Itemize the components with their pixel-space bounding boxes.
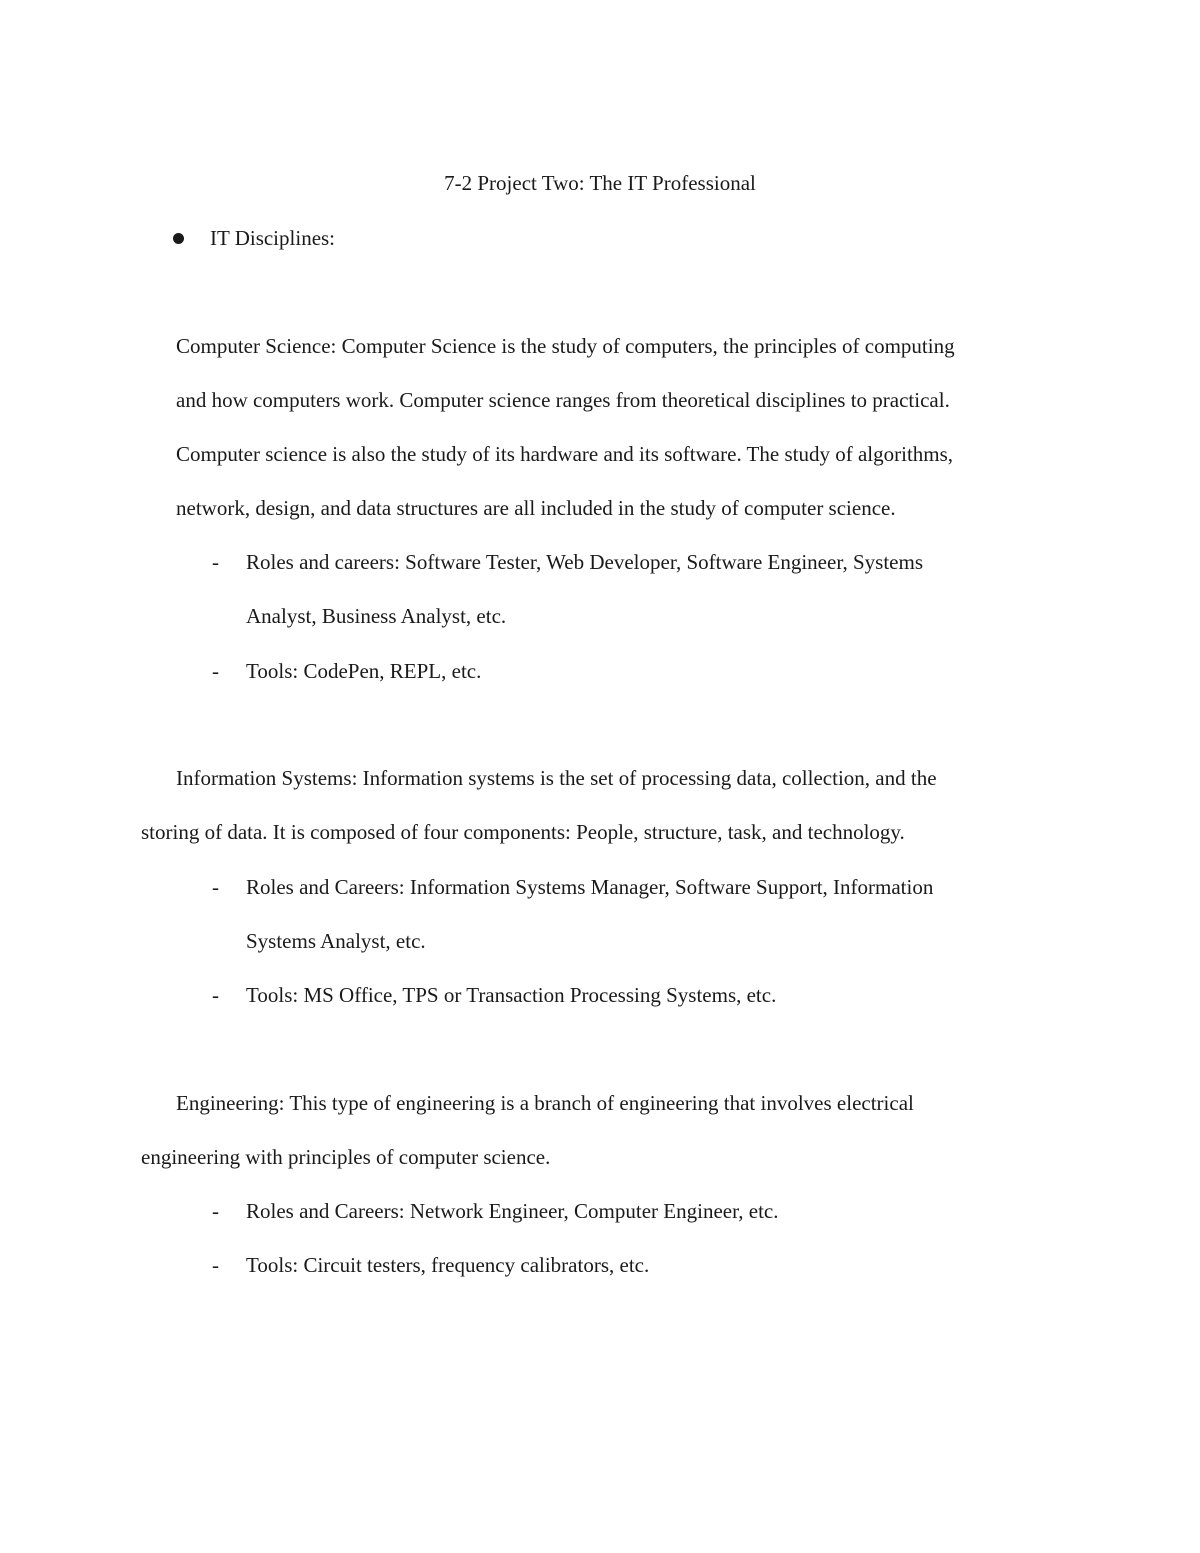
eng-tools: Tools: Circuit testers, frequency calibrators, etc.	[246, 1253, 650, 1277]
eng-paragraph-line-2: engineering with principles of computer science.	[141, 1145, 551, 1169]
is-roles-line-2: Systems Analyst, etc.	[246, 929, 426, 953]
cs-roles-dash: -	[212, 550, 219, 574]
eng-tools-dash: -	[212, 1253, 219, 1277]
is-paragraph-line-1: Information Systems: Information systems is the set of processing data, collection, and the	[176, 766, 937, 790]
is-roles-line-1: Roles and Careers: Information Systems Manager, Software Support, Information	[246, 875, 934, 899]
is-paragraph-line-2: storing of data. It is composed of four components: People, structure, task, and technology.	[141, 820, 905, 844]
eng-roles-dash: -	[212, 1199, 219, 1223]
cs-paragraph-line-4: network, design, and data structures are all included in the study of computer science.	[176, 496, 896, 520]
is-tools: Tools: MS Office, TPS or Transaction Processing Systems, etc.	[246, 983, 777, 1007]
bullet-icon	[173, 233, 184, 244]
eng-roles: Roles and Careers: Network Engineer, Computer Engineer, etc.	[246, 1199, 779, 1223]
eng-paragraph-line-1: Engineering: This type of engineering is a branch of engineering that involves electrical	[176, 1091, 914, 1115]
cs-tools: Tools: CodePen, REPL, etc.	[246, 659, 482, 683]
is-tools-dash: -	[212, 983, 219, 1007]
cs-tools-dash: -	[212, 659, 219, 683]
cs-roles-line-1: Roles and careers: Software Tester, Web Developer, Software Engineer, Systems	[246, 550, 923, 574]
cs-paragraph-line-1: Computer Science: Computer Science is the study of computers, the principles of computing	[176, 334, 955, 358]
is-roles-dash: -	[212, 875, 219, 899]
cs-paragraph-line-2: and how computers work. Computer science ranges from theoretical disciplines to practical.	[176, 388, 950, 412]
document-title: 7-2 Project Two: The IT Professional	[444, 171, 756, 195]
cs-roles-line-2: Analyst, Business Analyst, etc.	[246, 604, 507, 628]
section-heading: IT Disciplines:	[210, 226, 336, 250]
cs-paragraph-line-3: Computer science is also the study of its hardware and its software. The study of algorithms,	[176, 442, 954, 466]
